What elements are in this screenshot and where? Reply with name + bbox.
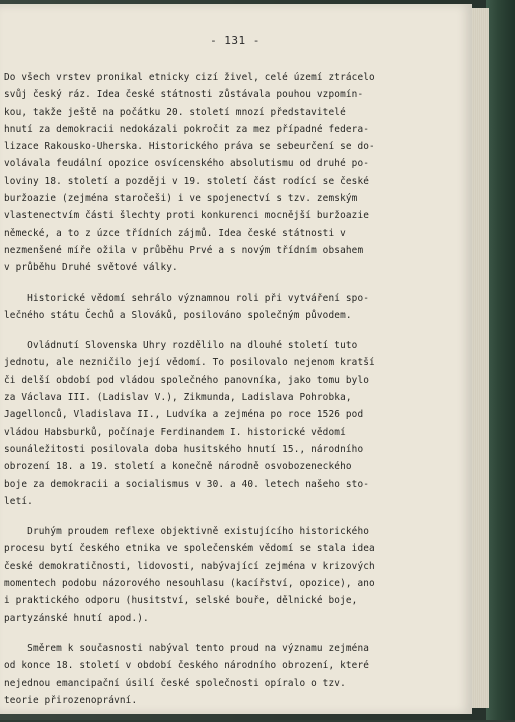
text-line: německé, a to z úzce třídních zájmů. Idea české státnosti v xyxy=(4,227,346,239)
text-line: buržoazie (zejména staročeši) i ve spojenectví s tzv. zemským xyxy=(4,193,358,205)
paragraph-5 xyxy=(4,640,466,709)
page-content xyxy=(4,34,466,722)
text-line: vlastenectvím části šlechty proti konkurenci mocnější buržoazie xyxy=(4,210,370,222)
document-page xyxy=(0,4,472,714)
text-line: hnutí za demokracii nedokázali pokročit za mez případné federa- xyxy=(4,123,370,135)
text-line: volávala feudální opozice osvícenského absolutismu od druhé po- xyxy=(4,158,370,170)
text-line: jednotu, ale nezničilo její vědomí. To posilovalo nejenom kratší xyxy=(4,357,375,369)
text-line: partyzánské hnutí apod.). xyxy=(4,612,149,624)
text-line: lizace Rakousko-Uherska. Historického práva se sebeurčení se do- xyxy=(4,141,375,153)
text-line: Ovládnutí Slovenska Uhry rozdělilo na dlouhé století tuto xyxy=(4,340,358,352)
text-line: v průběhu Druhé světové války. xyxy=(4,262,178,274)
text-line: obrození 18. a 19. století a konečně národně osvobozeneckého xyxy=(4,461,352,473)
text-line: svůj český ráz. Idea české státnosti zůstávala pouhou vzpomín- xyxy=(4,89,364,101)
text-line: Jagellonců, Vladislava II., Ludvíka a zejména po roce 1526 pod xyxy=(4,409,364,421)
text-line: Do všech vrstev pronikal etnicky cizí živel, celé území ztrácelo xyxy=(4,72,375,83)
text-line: kou, takže ještě na počátku 20. století mnozí představitelé xyxy=(4,106,346,118)
page-number: - 131 - xyxy=(210,34,260,47)
text-line: či delší období pod vládou společného panovníka, jako tomu bylo xyxy=(4,374,370,386)
text-line: od konce 18. století v období českého národního obrození, které xyxy=(4,660,370,672)
text-line: Směrem k současnosti nabýval tento proud na významu zejména xyxy=(4,642,370,654)
text-line: teorie přirozenoprávní. xyxy=(4,694,138,706)
book-spine xyxy=(486,0,515,720)
text-line: momentech podobu názorového nesouhlasu (kacířství, opozice), ano xyxy=(4,578,375,590)
paragraph-1 xyxy=(4,69,466,277)
text-line: loviny 18. století a později v 19. století část rodící se české xyxy=(4,175,370,187)
paragraph-4 xyxy=(4,523,466,627)
body-text xyxy=(4,69,466,709)
text-line: české demokratičnosti, lidovosti, nabývající zejména v krizových xyxy=(4,560,375,572)
text-line: za Václava III. (Ladislav V.), Zikmunda, Ladislava Pohrobka, xyxy=(4,392,352,404)
text-line: vládou Habsburků, počínaje Ferdinandem I. historické vědomí xyxy=(4,426,346,438)
text-line: sounáležitosti posilovala doba husitského hnutí 15., národního xyxy=(4,443,364,455)
paragraph-3 xyxy=(4,337,466,510)
text-line: i praktického odporu (husitství, selské bouře, dělnické boje, xyxy=(4,595,358,607)
page-edge xyxy=(470,8,489,708)
text-line: letí. xyxy=(4,495,33,507)
text-line: boje za demokracii a socialismus v 30. a 40. letech našeho sto- xyxy=(4,478,370,490)
text-line: Druhým proudem reflexe objektivně existujícího historického xyxy=(4,526,370,538)
text-line: nezmenšené míře ožila v průběhu Prvé a s novým třídním obsahem xyxy=(4,244,364,256)
text-line: lečného státu Čechů a Slováků, posilováno společným původem. xyxy=(4,309,352,321)
paragraph-2 xyxy=(4,290,466,325)
text-line: nejednou emancipační úsilí české společnosti opíralo o tzv. xyxy=(4,677,346,689)
text-line: procesu bytí českého etnika ve společenském vědomí se stala idea xyxy=(4,543,375,555)
text-line: Historické vědomí sehrálo významnou roli při vytváření spo- xyxy=(4,292,370,304)
